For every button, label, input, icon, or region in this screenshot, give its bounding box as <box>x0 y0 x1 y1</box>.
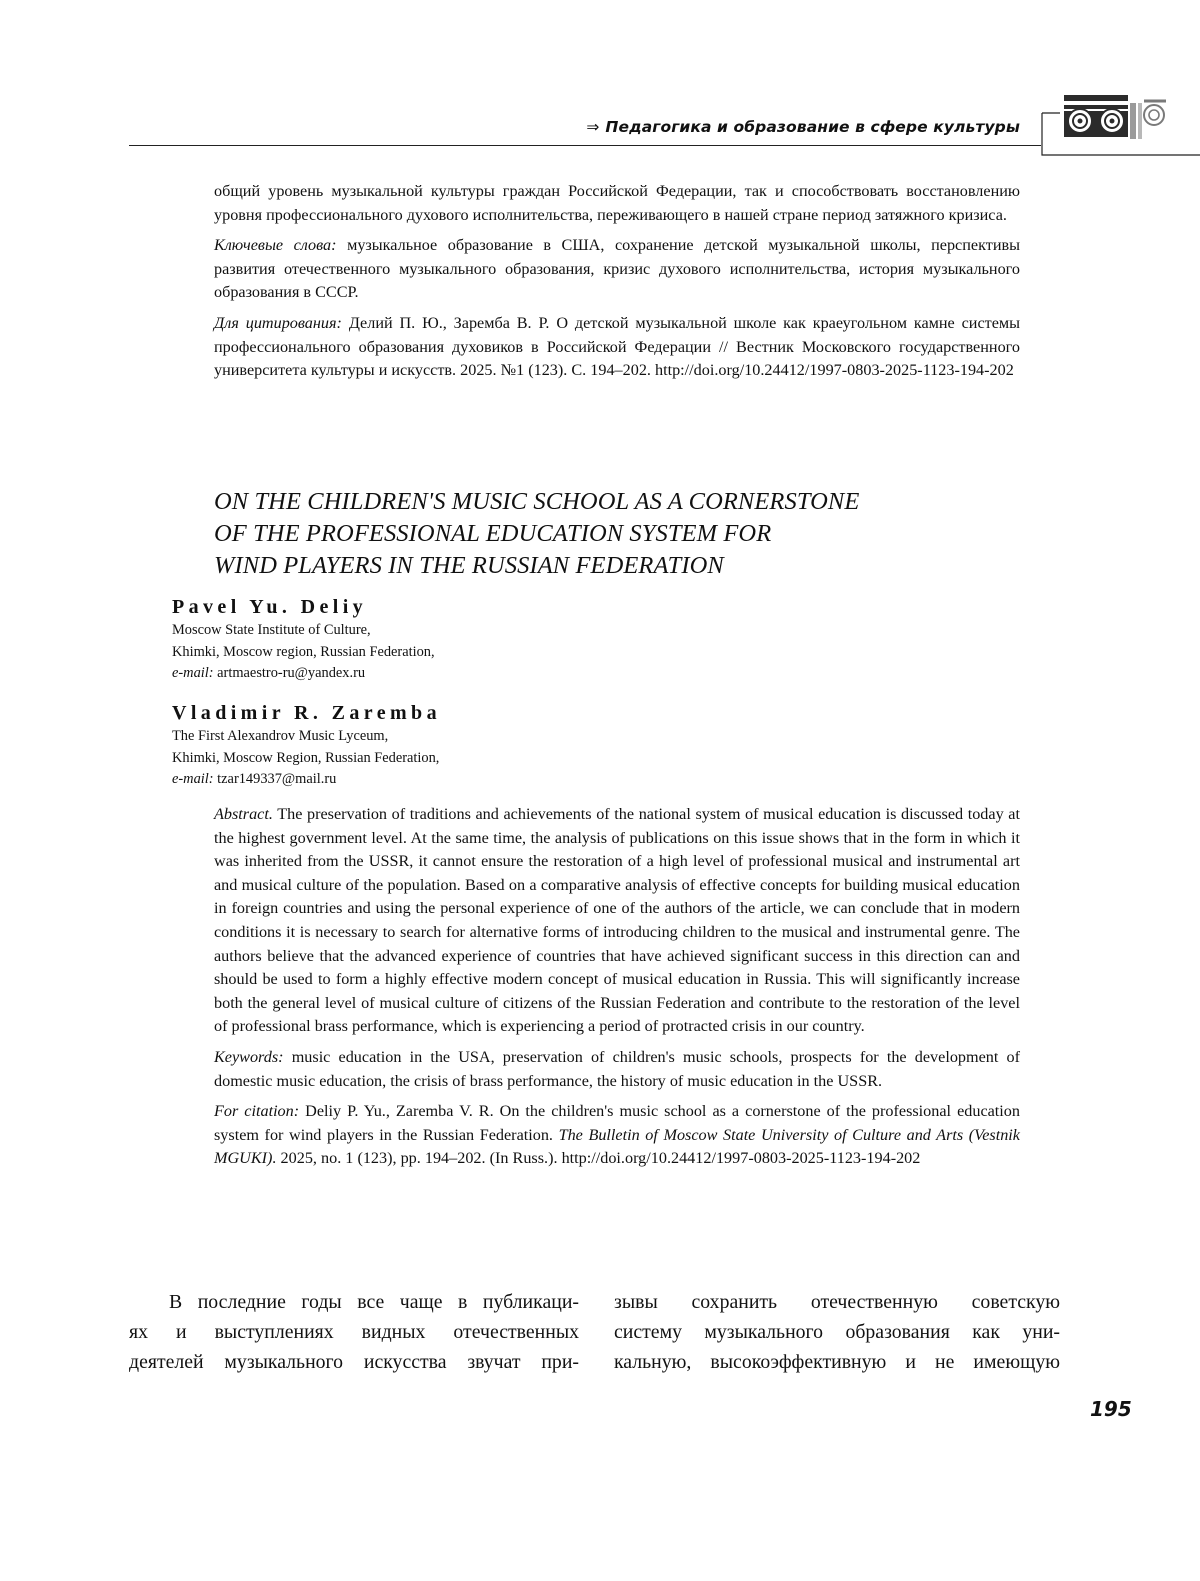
citation-label: For citation: <box>214 1102 300 1121</box>
author-location: Khimki, Moscow Region, Russian Federation, <box>172 749 440 766</box>
ru-keywords <box>214 234 1020 305</box>
citation-text-before: Deliy P. Yu., Zaremba V. R. On the children's music school as a cornerstone of the professional education system for wind players in the Russian Federation. <box>214 1102 1020 1144</box>
ru-abstract-tail: общий уровень музыкальной культуры граждан Российской Федерации, так и способствовать восстановлению уровня профессионального духового исполнительства, переживающего в нашей стране период затяжного кризиса. <box>214 182 1020 224</box>
citation-text-after: 2025, no. 1 (123), pp. 194–202. (In Russ.). http://doi.org/10.24412/1997-0803-2025-1123-194-202 <box>280 1149 921 1168</box>
en-abstract <box>214 803 1020 1039</box>
author-affiliation: Moscow State Institute of Culture, <box>172 622 371 638</box>
abstract-label: Abstract. <box>214 805 273 823</box>
author-affiliation: The First Alexandrov Music Lyceum, <box>172 728 389 744</box>
body-line: систему музыкального образования как уни- <box>614 1320 1060 1343</box>
author-email[interactable]: tzar149337@mail.ru <box>217 771 337 787</box>
body-line: В последние годы все чаще в публикаци- <box>169 1291 579 1313</box>
ru-citation <box>214 312 1020 383</box>
body-line: деятелей музыкального искусства звучат при- <box>129 1350 579 1373</box>
abstract-text: The preservation of traditions and achievements of the national system of musical education is discussed today at the highest government level. At the same time, the analysis of publications on this issue shows that in the form in which it was inherited from the USSR, it cannot ensure the restoration of a high level of professional musical and instrumental art and musical culture of the population. Based on a comparative analysis of effective concepts for building musical education in foreign countries and using the personal experience of one of the authors of the article, we can conclude that in modern conditions it is necessary to search for alternative forms of introducing children to the musical and instrumental genre. The authors believe that the advanced experience of countries that have achieved significant success in this direction can and should be used to form a highly effective modern concept of musical education in Russia. This will significantly increase both the general level of musical culture of citizens of the Russian Federation and contribute to the restoration of the level of professional brass performance, which is experiencing a period of protracted crisis in our country. <box>214 805 1020 1036</box>
ru-citation-text: Делий П. Ю., Заремба В. Р. О детской музыкальной школе как краеугольном камне системы профессионального образования духовиков в Российской Федерации // Вестник Московского государственного университета культуры и искусств. 2025. №1 (123). С. 194–202. http://doi.org/10.24412/1997-0803-2025-1123-194-202 <box>214 313 1021 380</box>
en-citation <box>214 1100 1020 1171</box>
en-abstract-block <box>214 803 1020 1171</box>
section-title: Педагогика и образование в сфере культуры <box>605 118 1020 136</box>
page-number: 195 <box>1090 1397 1132 1421</box>
keywords-label: Keywords: <box>214 1047 284 1066</box>
body-line: зывы сохранить отечественную советскую <box>614 1291 1060 1313</box>
en-keywords <box>214 1046 1020 1093</box>
citation-journal: The Bulletin of Moscow State University of Culture and Arts (Vestnik MGUKI). <box>214 1125 1020 1168</box>
journal-logo <box>1040 93 1200 157</box>
author-name: Vladimir R. Zaremba <box>172 702 441 724</box>
title-line-2: OF THE PROFESSIONAL EDUCATION SYSTEM FOR <box>214 520 772 547</box>
article-title-en <box>214 486 934 582</box>
email-label: e-mail: <box>172 665 214 681</box>
title-line-3: WIND PLAYERS IN THE RUSSIAN FEDERATION <box>214 552 724 579</box>
ru-citation-label: Для цитирования: <box>214 313 342 332</box>
body-line: ях и выступлениях видных отечественных <box>129 1320 579 1343</box>
email-label: e-mail: <box>172 771 214 787</box>
author-email-line <box>172 769 672 791</box>
body-column-right <box>614 1288 1060 1377</box>
author-email-line <box>172 663 672 685</box>
body-column-left <box>129 1288 579 1377</box>
ru-keywords-label: Ключевые слова: <box>214 236 337 255</box>
header-rule <box>129 145 1041 146</box>
author-name: Pavel Yu. Deliy <box>172 596 368 618</box>
running-header <box>580 118 1020 136</box>
author-email[interactable]: artmaestro-ru@yandex.ru <box>217 665 366 681</box>
arrow-icon: ⇒ <box>586 118 600 136</box>
keywords-text: music education in the USA, preservation of children's music schools, prospects for the development of domestic music education, the crisis of brass performance, the history of music education in the USSR. <box>214 1047 1021 1090</box>
ru-keywords-text: музыкальное образование в США, сохранение детской музыкальной школы, перспективы развития отечественного музыкального образования, кризис духового исполнительства, история музыкального образования в СССР. <box>214 236 1020 302</box>
author-block-2 <box>172 700 672 791</box>
ru-abstract-block <box>214 180 1020 383</box>
body-line: кальную, высокоэффективную и не имеющую <box>614 1350 1060 1373</box>
author-location: Khimki, Moscow region, Russian Federation, <box>172 643 435 660</box>
author-block-1 <box>172 594 672 685</box>
title-line-1: ON THE CHILDREN'S MUSIC SCHOOL AS A CORNERSTONE <box>214 488 860 515</box>
